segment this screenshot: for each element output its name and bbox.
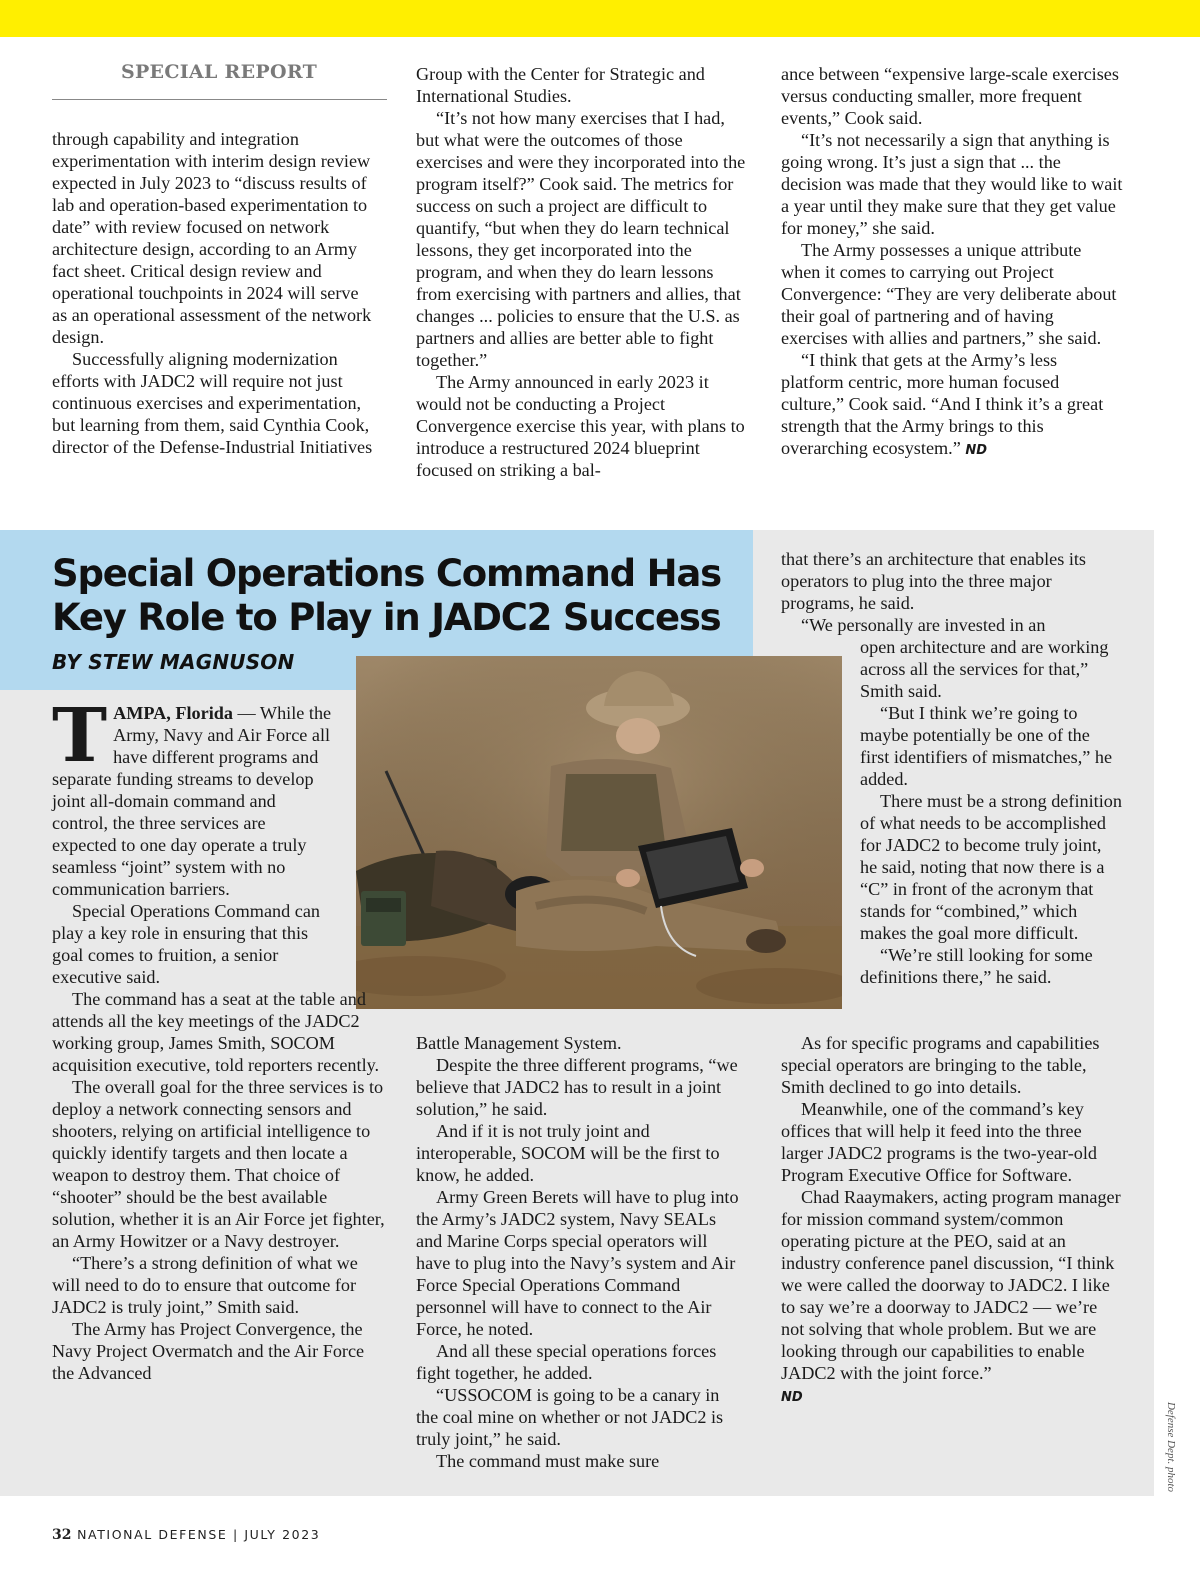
article-byline: BY STEW MAGNUSON [52,650,295,674]
paragraph: As for specific programs and capabilities special operators are bringing to the table, Smith declined to go into details. [781,1033,1100,1097]
paragraph: “We’re still looking for some definitions there,” he said. [860,945,1093,987]
paragraph: Special Operations Command can play a key role in ensuring that this goal comes to fruition, a senior executive said. [52,901,320,987]
article-photo [356,656,842,1009]
article-column-3-top [781,548,1101,636]
paragraph: There must be a strong definition of what needs to be accomplished for JADC2 to become truly joint, he said, noting that now there is a “C” in front of the acronym that stands for “combined,” which makes the goal more difficult. [860,791,1122,943]
paragraph-text: “I think that gets at the Army’s less platform centric, more human focused culture,” Cook said. “And I think it’s a great strength that the Army brings to this overarching ecosystem.” [781,350,1104,458]
photo-credit-text: Defense Dept. photo [1165,1401,1177,1493]
paragraph: And if it is not truly joint and interoperable, SOCOM will be the first to know, he added. [416,1121,720,1185]
issue-date: JULY 2023 [244,1527,321,1542]
top-column-1 [52,128,374,458]
paragraph: that there’s an architecture that enables its operators to plug into the three major programs, he said. [781,549,1087,613]
photo-credit [1165,1395,1177,1499]
paragraph: “USSOCOM is going to be a canary in the coal mine on whether or not JADC2 is truly joint,” he said. [416,1385,724,1449]
footer-separator: | [232,1527,239,1542]
paragraph: Meanwhile, one of the command’s key offices that will help it feed into the three larger JADC2 programs is the two-year-old Program Executive Office for Software. [781,1099,1097,1185]
page-number: 32 [52,1527,72,1543]
drop-cap: T [52,693,108,779]
paragraph: The overall goal for the three services is to deploy a network connecting sensors and shooters, relying on artificial intelligence to quickly identify targets and then locate a weapon to destroy them. That choice of “shooter” should be the best available solution, whether it is an Air Force jet fighter, an Army Howitzer or a Navy destroyer. [52,1077,385,1251]
paragraph: And all these special operations forces fight together, he added. [416,1341,717,1383]
article-column-3-wrap [860,636,1122,988]
paragraph: “It’s not how many exercises that I had, but what were the outcomes of those exercises and were they incorporated into the program itself?” Cook said. The metrics for success on such a project are difficult to quantify, “but when they do learn technical lessons, they get incorporated into the program, and when they do learn lessons from exercising with partners and allies, that changes ... policies to ensure that the U.S. as partners and allies are better able to fight together.” [416,108,746,370]
page-footer [52,1527,320,1543]
paragraph: ance between “expensive large-scale exercises versus conducting smaller, more frequent events,” Cook said. [781,64,1119,128]
lead-paragraph [52,693,332,900]
paragraph: open architecture and are working across all the services for that,” Smith said. [860,637,1109,701]
paragraph: through capability and integration experimentation with interim design review expected in July 2023 to “discuss results of lab and operation-based experimentation to date” with review focused on network architecture design, according to an Army fact sheet. Critical design review and operational touchpoints in 2024 will serve as an operational assessment of the network design. [52,129,372,347]
paragraph: “There’s a strong definition of what we will need to do to ensure that outcome for JADC2 is truly joint,” Smith said. [52,1253,358,1317]
end-mark: ND [781,1390,803,1405]
paragraph: “We personally are invested in an [801,615,1046,635]
top-column-2 [416,63,750,481]
paragraph: The command must make sure [436,1451,660,1471]
end-mark-line [781,1384,1121,1409]
paragraph: Group with the Center for Strategic and International Studies. [416,64,705,106]
paragraph [781,349,1123,462]
article-headline: Special Operations Command Has Key Role to Play in JADC2 Success [52,552,721,639]
paragraph: Chad Raaymakers, acting program manager for mission command system/common operating picture at the PEO, said at an industry conference panel discussion, “I think we were called the doorway to JADC2. I like to say we’re a doorway to JADC2 — we’re not solving that whole problem. But we are looking through our capabilities to enable JADC2 with the joint force.” [781,1187,1121,1383]
section-rule [52,99,387,100]
paragraph: Army Green Berets will have to plug into the Army’s JADC2 system, Navy SEALs and Marine Corps special operators will have to plug into the Navy’s system and Air Force Special Operations Command personnel will have to connect to the Air Force, he noted. [416,1187,739,1339]
article-column-3-bottom [781,1032,1121,1409]
article-column-1 [52,693,390,1384]
paragraph: The Army announced in early 2023 it would not be conducting a Project Convergence exercise this year, with plans to introduce a restructured 2024 blueprint focused on striking a bal- [416,372,745,480]
paragraph: “But I think we’re going to maybe potentially be one of the first identifiers of mismatches,” he added. [860,703,1113,789]
paragraph: Despite the three different programs, “we believe that JADC2 has to result in a joint solution,” he said. [416,1055,738,1119]
top-column-3 [781,63,1123,462]
paragraph: The Army possesses a unique attribute when it comes to carrying out Project Convergence: “They are very deliberate about their goal of partnering and of having exercises with allies and partners,” she said. [781,240,1117,348]
paragraph: Battle Management System. [416,1033,622,1053]
paragraph: The command has a seat at the table and attends all the key meetings of the JADC2 working group, James Smith, SOCOM acquisition executive, told reporters recently. [52,989,380,1075]
end-mark: ND [965,443,987,458]
soldier-laptop-photo [356,656,842,1009]
top-color-bar [0,0,1200,37]
paragraph: “It’s not necessarily a sign that anything is going wrong. It’s just a sign that ... the decision was made that they would like to wait a year until they make sure that they get value for money,” she said. [781,130,1123,238]
publication-name: NATIONAL DEFENSE [77,1527,228,1542]
article-column-2 [416,1032,746,1472]
dateline: AMPA, Florida [113,703,233,723]
paragraph: Successfully aligning modernization efforts with JADC2 will require not just continuous exercises and experimentation, but learning from them, said Cynthia Cook, director of the Defense-Industrial Initiatives [52,349,373,457]
section-label: SPECIAL REPORT [120,61,318,83]
lead-text: — While the Army, Navy and Air Force all have different programs and separate funding streams to develop joint all-domain command and control, the three services are expected to one day operate a truly seamless “joint” system with no communication barriers. [52,703,332,899]
paragraph: The Army has Project Convergence, the Navy Project Overmatch and the Air Force the Advanced [52,1319,365,1383]
